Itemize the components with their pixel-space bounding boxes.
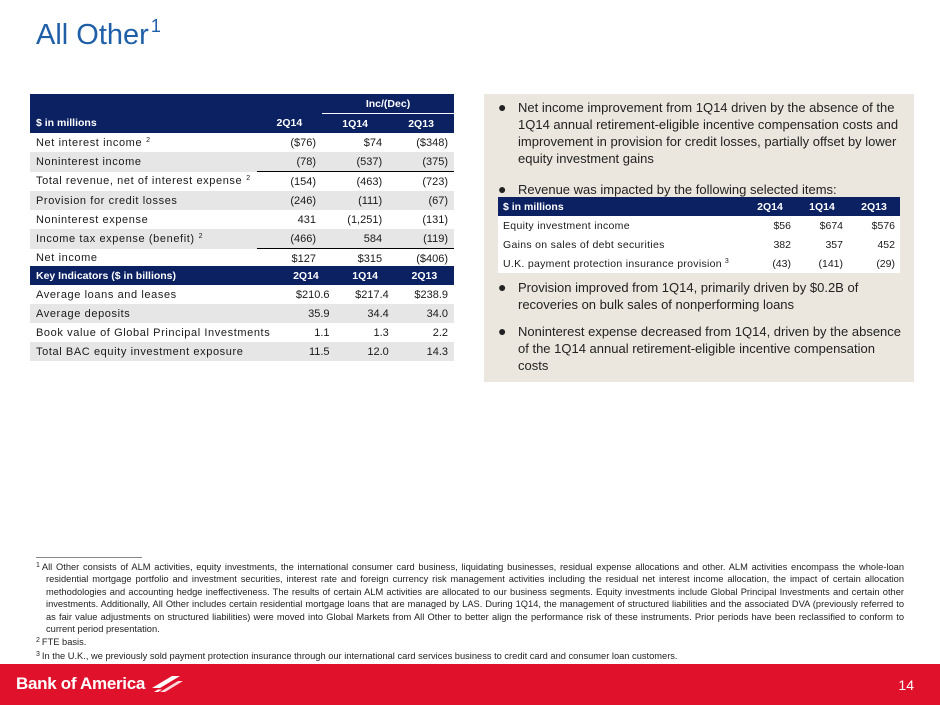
cell-value: (67) <box>388 191 454 210</box>
cell-value: 34.4 <box>336 304 395 323</box>
cell-value: $674 <box>796 216 848 235</box>
footnote-ref: 2 <box>246 175 251 183</box>
key-indicators-table <box>30 266 454 361</box>
row-label: Net income <box>36 252 98 265</box>
cell-value: 11.5 <box>276 342 335 361</box>
cell-value: ($406) <box>416 253 448 269</box>
cell-value: (537) <box>322 152 388 172</box>
table-row <box>30 342 454 361</box>
row-label: Average deposits <box>30 304 276 323</box>
column-header: 1Q14 <box>336 266 395 285</box>
row-label: Gains on sales of debt securities <box>498 235 744 254</box>
bullet-text: Noninterest expense decreased from 1Q14, driven by the absence of the 1Q14 annual retirement-eligible incentive compensation costs <box>518 324 902 373</box>
table-header-row <box>30 114 454 134</box>
cell-value: $238.9 <box>414 288 448 301</box>
cell-value: (29) <box>848 254 900 273</box>
footnote-ref: 2 <box>146 136 151 144</box>
cell-value: 2.2 <box>432 326 448 339</box>
cell-value: (154) <box>290 175 317 188</box>
table-row <box>498 254 900 273</box>
table-header-row <box>30 266 454 285</box>
bank-of-america-logo <box>16 674 184 694</box>
row-label: Average loans and leases <box>36 288 177 301</box>
cell-value: 431 <box>297 213 317 226</box>
footnote-number: 3 <box>36 650 40 658</box>
page-title: All Other $^1$ <box>36 16 161 51</box>
flag-icon <box>150 674 184 694</box>
row-label: Equity investment income <box>498 216 744 235</box>
inc-dec-header: Inc/(Dec) <box>322 94 454 114</box>
cell-value: (78) <box>257 152 322 172</box>
page-number: 14 <box>898 677 914 693</box>
cell-value: (111) <box>322 191 388 210</box>
row-label: Net interest income <box>36 136 143 149</box>
bullet-icon: ● <box>498 323 507 339</box>
cell-value: ($348) <box>416 136 448 149</box>
cell-value: 584 <box>322 229 388 249</box>
table-row <box>30 133 454 152</box>
table-row <box>30 229 454 249</box>
title-footnote-ref: 1 <box>150 16 161 36</box>
selected-items-table <box>498 197 900 273</box>
footnote-divider <box>36 557 142 558</box>
bullet-text: Provision improved from 1Q14, primarily driven by $0.2B of recoveries on bulk sales of nonperforming loans <box>518 280 859 312</box>
footnote-text: All Other consists of ALM activities, equity investments, the international consumer card business, liquidating businesses, residual expense allocations and other. ALM activities encompass the whole-loan residential mortgage portfolio and investment securities, interest rate and foreign currency risk management activities including the residual net interest income allocation, the impact of certain allocation methodologies and accounting hedge ineffectiveness. The results of certain ALM activities are allocated to our business segments. Equity investments include Global Principal Investments and certain other investments. Additionally, All Other includes certain residential mortgage loans that are managed by LAS. During 1Q14, the management of structured liabilities and the associated DVA (previously referred to as fair value adjustments on structured liabilities) were moved into Global Markets from All Other to better align the performance risk of these instruments. Prior periods have been reclassified to conform to current period presentation. <box>41 562 904 635</box>
cell-value: 1.1 <box>314 326 330 339</box>
column-header: 1Q14 <box>796 197 848 216</box>
bullet-text: Revenue was impacted by the following selected items: <box>518 182 837 197</box>
table-group-header-row <box>30 94 454 114</box>
cell-value: $74 <box>363 136 383 149</box>
cell-value: (466) <box>257 229 322 249</box>
logo-text: Bank of America <box>16 674 146 693</box>
cell-value: ($76) <box>290 136 317 149</box>
cell-value: $127 <box>292 253 316 269</box>
bullet-item <box>498 279 902 313</box>
cell-value: 14.3 <box>395 342 454 361</box>
cell-value: (463) <box>356 175 383 188</box>
bullet-icon: ● <box>498 99 507 115</box>
footnote <box>36 635 904 648</box>
column-header: 2Q14 <box>257 114 322 134</box>
bullet-text: Net income improvement from 1Q14 driven by the absence of the 1Q14 annual retirement-eligible incentive compensation costs and improvement in provision for credit losses, partially offset by lower equity investment gains <box>518 100 899 166</box>
row-label: Provision for credit losses <box>36 194 178 207</box>
cell-value: (723) <box>422 175 448 188</box>
bullet-item <box>498 323 902 374</box>
cell-value: 34.0 <box>395 304 454 323</box>
table-header-row <box>498 197 900 216</box>
table-row <box>498 216 900 235</box>
bullet-item <box>498 99 902 167</box>
table-row <box>30 285 454 304</box>
cell-value: 357 <box>796 235 848 254</box>
table-row <box>30 191 454 210</box>
footnote-text: FTE basis. <box>41 637 87 648</box>
bullet-item <box>498 181 837 198</box>
footnote-ref: 3 <box>724 257 730 265</box>
label-header: $ in millions <box>30 114 257 134</box>
table-row <box>498 235 900 254</box>
footnote-text: In the U.K., we previously sold payment protection insurance through our international card services business to credit card and consumer loan customers. <box>41 650 678 661</box>
cell-value: (119) <box>388 229 454 249</box>
footnote <box>36 649 904 662</box>
cell-value: 382 <box>744 235 796 254</box>
footnotes <box>36 560 904 662</box>
table-row <box>30 172 454 192</box>
table-row <box>30 210 454 229</box>
column-header: 2Q13 <box>395 266 454 285</box>
column-header: 2Q14 <box>276 266 335 285</box>
footnote-ref: 2 <box>198 232 204 240</box>
cell-value: $217.4 <box>355 288 389 301</box>
cell-value: (141) <box>796 254 848 273</box>
cell-value: $576 <box>848 216 900 235</box>
cell-value: 35.9 <box>276 304 335 323</box>
bullet-icon: ● <box>498 279 507 295</box>
row-label: Book value of Global Principal Investments <box>36 326 271 339</box>
cell-value: 452 <box>848 235 900 254</box>
column-header: 2Q13 <box>388 114 454 134</box>
footer-bar <box>0 664 940 705</box>
label-header: $ in millions <box>498 197 744 216</box>
row-label: Total BAC equity investment exposure <box>30 342 276 361</box>
cell-value: $210.6 <box>295 288 330 301</box>
cell-value: (131) <box>422 213 448 226</box>
cell-value: (246) <box>257 191 322 210</box>
row-label: Income tax expense (benefit) <box>36 232 195 245</box>
row-label: U.K. payment protection insurance provision <box>503 257 722 270</box>
footnote-number: 1 <box>36 562 40 569</box>
footnote <box>36 560 904 635</box>
column-header: 2Q14 <box>744 197 796 216</box>
cell-value: $56 <box>744 216 796 235</box>
cell-value: 12.0 <box>336 342 395 361</box>
financial-summary-table <box>30 94 454 268</box>
label-header: Key Indicators ($ in billions) <box>30 266 276 285</box>
table-row <box>30 323 454 342</box>
cell-value: (375) <box>388 152 454 172</box>
row-label: Noninterest income <box>36 155 142 168</box>
cell-value: (1,251) <box>347 213 383 226</box>
bullet-icon: ● <box>498 181 507 197</box>
cell-value: (43) <box>744 254 796 273</box>
column-header: 1Q14 <box>322 114 388 134</box>
footnote-number: 2 <box>36 637 40 645</box>
table-row <box>30 152 454 172</box>
row-label: Noninterest expense <box>36 213 149 226</box>
table-row <box>30 304 454 323</box>
cell-value: 1.3 <box>373 326 389 339</box>
cell-value: $315 <box>358 253 382 269</box>
row-label: Total revenue, net of interest expense <box>36 175 243 188</box>
column-header: 2Q13 <box>848 197 900 216</box>
